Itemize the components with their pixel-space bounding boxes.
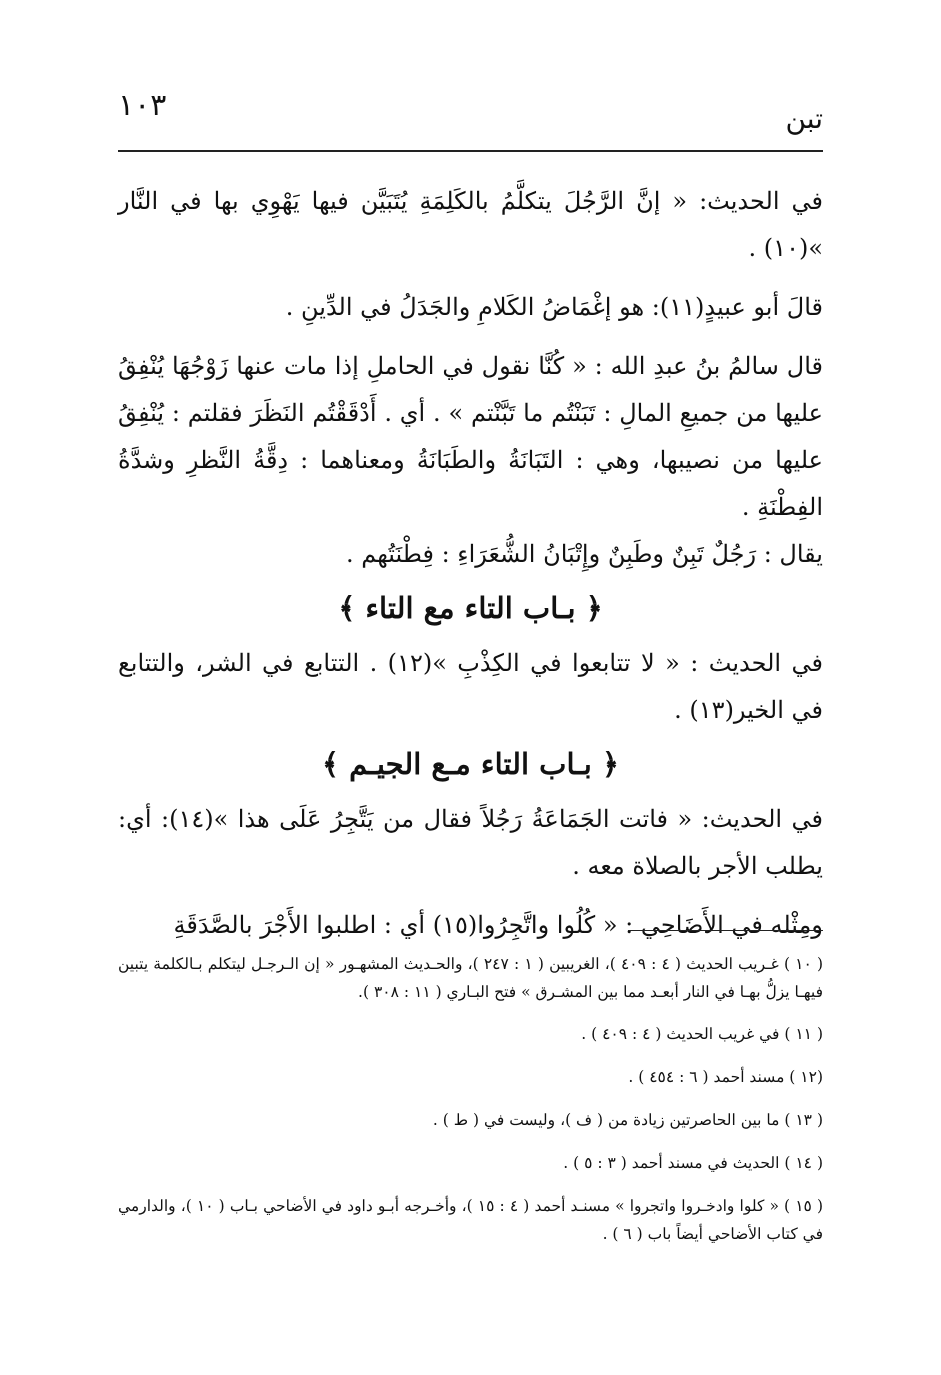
page-number: ١٠٣ [118,88,167,123]
main-text [118,178,823,949]
paragraph-3: قال سالمُ بنُ عبدِ الله : « كُنَّا نقول في الحاملِ إذا مات عنها زَوْجُهَا يُنْفِقُ عليها من جميعِ المالِ : تَبَنْتُم ما تَبَّنْتم » . أي . أَدْقَقْتُم النَظَرَ فقلتم : يُنْفِقُ عليها من نصيبها، وهي : التَبَانَةُ والطَبَانَةُ ومعناهما : دِقَّةُ النَّظرِ وشدَّةُ الفِطْنَةِ . [118,352,823,521]
chapter-heading-ta-ta: ﴿ بـاب التاء مع التاء ﴾ [338,591,603,625]
footnotes [118,950,823,1248]
paragraph-2: قالَ أبو عبيدٍ(١١): هو إغْمَاضُ الكَلامِ والجَدَلُ في الدِّينِ . [285,293,823,321]
footnote-13: ( ١٣ ) ما بين الحاصرتين زيادة من ( ف )، وليست في ( ط ) . [432,1111,823,1129]
paragraph-6: في الحديث: « فاتت الجَمَاعَةُ رَجُلاً فقال من يَتَّجِرُ عَلَى هذا »(١٤): أي: يطلب الأجر بالصلاة معه . [118,805,823,880]
footnote-14: ( ١٤ ) الحديث في مسند أحمد ( ٣ : ٥ ) . [563,1154,823,1172]
footnote-12: (١٢ ) مسند أحمد ( ٦ : ٤٥٤ ) . [628,1068,823,1086]
running-head: تبن [785,102,823,135]
footnote-15: ( ١٥ ) « كلوا وادخـروا واتجروا » مسنـد أحمد ( ٤ : ١٥ )، وأخـرجه أبـو داود في الأضاحي بـاب ( ١٠ )، والدارمي في كتاب الأضاحي أيضاً باب ( ٦ ) . [118,1197,823,1243]
paragraph-5: في الحديث : « لا تتابعوا في الكِذْبِ »(١٢) . التتابع في الشر، والتتابع في الخير(١٣) . [118,649,824,724]
paragraph-7: ومِثْله في الأَضَاحِي : « كُلُوا واتَّجِرُوا(١٥) أي : اطلبوا الأَجْرَ بالصَّدَقَةِ [173,911,823,939]
chapter-heading-ta-jim: ﴿ بـاب التاء مـع الجيـم ﴾ [322,747,619,781]
footnote-rule [628,930,823,931]
footnote-10: ( ١٠ ) غـريب الحديث ( ٤ : ٤٠٩ )، الغريبين ( ١ : ٢٤٧ )، والحـديث المشهـور « إن الـرجـل ليتكلم بـالكلمة يتبين فيهـا يزلُّ بهـا في النار أبعـد مما بين المشـرق » فتح البـاري ( ١١ : ٣٠٨ ). [118,955,824,1001]
header-rule [118,150,823,152]
page-header [118,88,823,138]
paragraph-4: يقال : رَجُلٌ تَبِنٌ وطَبِنٌ وإِتْبَانُ الشُّعَرَاءِ : فِطْنَتُهم . [346,540,823,568]
footnote-11: ( ١١ ) في غريب الحديث ( ٤ : ٤٠٩ ) . [581,1025,823,1043]
paragraph-1: في الحديث: « إنَّ الرَّجُلَ يتكلَّمُ بالكَلِمَةِ يُتَبَيَّن فيها يَهْوِي بها في النَّار »(١٠) . [118,187,823,262]
